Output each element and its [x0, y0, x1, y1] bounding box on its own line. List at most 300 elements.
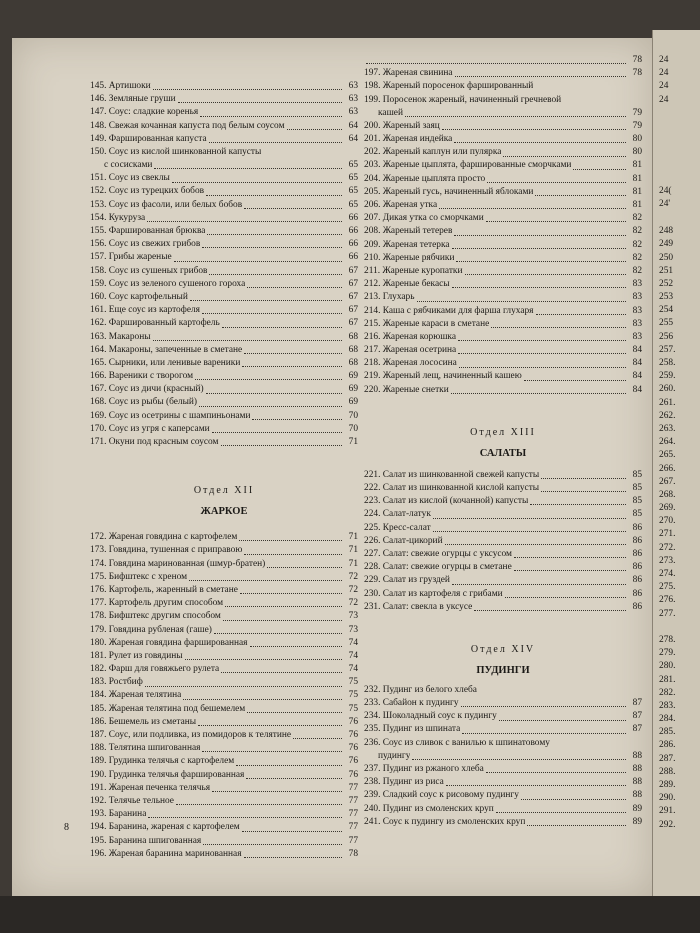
toc-entry-text: Жареный тетерев [382, 226, 453, 237]
dot-leader [287, 129, 342, 130]
toc-entry-text: Жареная свинина [382, 68, 453, 79]
toc-entry-text: Телятина шпигованная [108, 743, 201, 754]
toc-entry-title [90, 396, 197, 409]
toc-entry-page: 88 [632, 764, 642, 775]
toc-entry [90, 624, 358, 637]
toc-entry-number: 175. [90, 571, 107, 582]
toc-entry-page: 87 [632, 698, 642, 709]
toc-entry-number: 236. [364, 737, 381, 748]
toc-entry-number: 146. [90, 94, 107, 105]
toc-entry-title [90, 558, 265, 571]
toc-entry-title [90, 610, 221, 623]
toc-entry-text: Салат: свежие огурцы в сметане [382, 562, 512, 573]
toc-entry-title [364, 803, 494, 816]
toc-entry-title [90, 383, 204, 396]
next-page-entry-number: 289. [659, 780, 676, 790]
toc-entry-text: Фаршированная брюква [108, 226, 206, 237]
toc-entry-page: 65 [348, 186, 358, 197]
toc-entry-title [90, 146, 261, 159]
toc-entry-title [90, 597, 223, 610]
toc-entry-text: Жареная печенка телячья [108, 782, 211, 793]
toc-entry-text: Грудинка телячья фаршированная [108, 769, 245, 780]
toc-entry-title [364, 344, 456, 357]
toc-entry-title [364, 548, 512, 561]
section-title: ПУДИНГИ [476, 664, 530, 676]
toc-entry-page: 65 [348, 199, 358, 210]
toc-entry-title [90, 676, 143, 689]
dot-leader [541, 478, 626, 479]
toc-entry-text: Жареные куропатки [382, 265, 463, 276]
toc-entry-text: Жареная телятина [108, 690, 182, 701]
next-page-entry-number: 257. [659, 344, 676, 355]
toc-entry-page: 69 [348, 397, 358, 408]
toc-entry [364, 133, 642, 146]
section-label: Отдел XII [193, 485, 255, 497]
toc-entry [364, 697, 642, 710]
toc-entry-page: 76 [348, 756, 358, 767]
toc-entry-title [364, 173, 485, 186]
dot-leader [154, 168, 342, 169]
toc-entry-number: 204. [364, 173, 381, 184]
toc-entry-text: Жареная корюшка [382, 331, 457, 342]
dot-leader [153, 89, 342, 90]
dot-leader [247, 712, 342, 713]
toc-entry-title [90, 357, 240, 370]
toc-entry [90, 265, 358, 278]
toc-entry-title [364, 291, 415, 304]
toc-entry-text: Жареный поросенок фаршированный [382, 81, 534, 92]
toc-entry-text: Кресс-салат [382, 522, 431, 533]
toc-entry-title [90, 835, 201, 848]
toc-entry-page: 68 [348, 331, 358, 342]
toc-entry-text: Салат-латук [382, 509, 431, 520]
toc-entry-text: Жареная говядина с картофелем [108, 532, 238, 543]
toc-entry [90, 120, 358, 133]
toc-entry-number: 197. [364, 68, 381, 79]
toc-entry-page: 76 [348, 716, 358, 727]
toc-entry [364, 601, 642, 614]
toc-entry-text: Фаршированный картофель [108, 318, 220, 329]
dot-leader [199, 406, 342, 407]
toc-entry-number: 206. [364, 200, 381, 211]
toc-entry [90, 531, 358, 544]
dot-leader [212, 432, 342, 433]
dot-leader [412, 759, 626, 760]
toc-entry-number: 198. [364, 81, 381, 92]
toc-entry [364, 561, 642, 574]
toc-entry-number: 150. [90, 146, 107, 157]
toc-entry-number: 167. [90, 384, 107, 395]
next-page-entry-number: 280. [659, 661, 676, 672]
toc-entry-page: 68 [348, 344, 358, 355]
toc-entry-number: 152. [90, 186, 107, 197]
toc-entry-page: 81 [632, 173, 642, 184]
toc-entry-text: Сабайон к пудингу [382, 698, 459, 709]
next-page-entry-number: 287. [659, 753, 676, 764]
dot-leader [178, 102, 342, 103]
toc-entry-text: Баранина [108, 809, 147, 820]
dot-leader [458, 353, 626, 354]
dot-leader [148, 817, 342, 818]
toc-entry-title [90, 238, 200, 251]
toc-entry-title [364, 265, 463, 278]
toc-entry-title [90, 703, 245, 716]
toc-entry-title [364, 212, 484, 225]
dot-leader [446, 785, 626, 786]
toc-entry-title [90, 251, 172, 264]
toc-entry-page: 76 [348, 730, 358, 741]
toc-entry-text: Салат-цикорий [382, 535, 443, 546]
toc-entry-text: Салат из груздей [382, 575, 450, 586]
toc-entry-text: пудингу [378, 750, 411, 761]
toc-entry-text: Пудинг из ржаного хлеба [382, 764, 484, 775]
toc-entry [364, 482, 642, 495]
next-page-entry-number: 277. [659, 608, 676, 619]
toc-entry-title [364, 574, 450, 587]
toc-entry [364, 239, 642, 252]
toc-entry-title [90, 544, 242, 557]
toc-entry-number: 230. [364, 588, 381, 599]
toc-entry-page: 63 [348, 80, 358, 91]
dot-leader [202, 751, 342, 752]
toc-entry-title [90, 344, 242, 357]
toc-entry-title [90, 199, 242, 212]
toc-entry-page: 82 [632, 252, 642, 263]
dot-leader [461, 706, 626, 707]
top-page-ref: 78 [364, 54, 642, 67]
dot-leader [147, 221, 342, 222]
toc-entry-text: Говядина маринованная (шмур-братен) [108, 558, 266, 569]
toc-entry-page: 89 [632, 803, 642, 814]
toc-entry [90, 755, 358, 768]
dot-leader [190, 300, 342, 301]
dot-leader [185, 659, 342, 660]
toc-entry-text: Картофель другим способом [108, 598, 224, 609]
toc-entry-page: 83 [632, 318, 642, 329]
toc-entry-text: Жареная лососина [382, 358, 457, 369]
toc-entry-number: 174. [90, 558, 107, 569]
toc-entry-page: 85 [632, 483, 642, 494]
background-surface [0, 896, 700, 933]
toc-entry-page: 73 [348, 611, 358, 622]
toc-entry-text: Свежая кочанная капуста под белым соусом [108, 120, 285, 131]
toc-entry-page: 89 [632, 816, 642, 827]
next-page-entry-number: 283. [659, 700, 676, 711]
toc-entry-page: 86 [632, 548, 642, 559]
toc-entry [90, 703, 358, 716]
toc-entry-page: 86 [632, 522, 642, 533]
toc-entry-text: Салат: свежие огурцы с уксусом [382, 548, 512, 559]
toc-entry-page: 84 [632, 384, 642, 395]
toc-entry-text: Глухарь [382, 292, 415, 303]
toc-entry-page: 76 [348, 743, 358, 754]
toc-entry-text: Окуни под красным соусом [108, 437, 219, 448]
toc-entry-number: 158. [90, 265, 107, 276]
next-page-entry-number: 258. [659, 358, 676, 368]
toc-entry-number: 199. [364, 94, 381, 105]
section-label: Отдел XIV [470, 643, 536, 655]
dot-leader [499, 720, 626, 721]
toc-entry-text: Баранина, жареная с картофелем [108, 822, 240, 833]
toc-entry-number: 168. [90, 397, 107, 408]
toc-entry-page: 67 [348, 278, 358, 289]
toc-entry [90, 370, 358, 383]
toc-entry-page: 72 [348, 571, 358, 582]
dot-leader [207, 234, 342, 235]
toc-entry-number: 149. [90, 133, 107, 144]
next-page-entry-number: 254 [659, 305, 674, 316]
toc-entry-page: 63 [348, 107, 358, 118]
toc-entry-text: Соус из турецких бобов [108, 186, 205, 197]
next-page-entry-number: 291. [659, 806, 676, 817]
dot-leader [221, 672, 342, 673]
next-page-entry-number: 278. [659, 634, 676, 645]
toc-entry-number: 148. [90, 120, 107, 131]
toc-entry-text: Жареные караси в сметане [382, 318, 490, 329]
next-page-entry-number: 24' [659, 198, 671, 209]
toc-entry-page: 67 [348, 291, 358, 302]
toc-entry-title [90, 225, 205, 238]
left-column [90, 80, 358, 861]
dot-leader [225, 606, 342, 607]
toc-entry-text: Салат из картофеля с грибами [382, 588, 503, 599]
dot-leader [405, 116, 626, 117]
toc-entry-title [90, 584, 238, 597]
toc-entry-number: 166. [90, 371, 107, 382]
toc-entry-text: кашей [378, 107, 403, 118]
toc-entry [364, 305, 642, 318]
toc-entry-title [90, 808, 146, 821]
dot-leader [486, 772, 626, 773]
toc-entry-title [90, 423, 210, 436]
toc-entry-title [90, 769, 244, 782]
toc-entry-text: Пудинг из риса [382, 777, 444, 788]
dot-leader [236, 765, 342, 766]
toc-entry-text: Фарш для говяжьего рулета [108, 664, 220, 675]
dot-leader [455, 76, 626, 77]
dot-leader [293, 738, 342, 739]
toc-entry-page: 72 [348, 584, 358, 595]
toc-entry-title [90, 185, 204, 198]
toc-entry [364, 278, 642, 291]
toc-entry-title [364, 239, 450, 252]
dot-leader [153, 340, 342, 341]
toc-entry-number: 181. [90, 650, 107, 661]
toc-entry-number: 187. [90, 730, 107, 741]
next-page-entry-number: 24 [659, 55, 669, 65]
dot-leader [417, 301, 626, 302]
toc-entry [364, 186, 642, 199]
dot-leader [573, 169, 626, 170]
toc-entry-text: Соус из сушеных грибов [108, 265, 208, 276]
toc-entry [90, 610, 358, 623]
toc-entry-number: 211. [364, 265, 381, 276]
toc-entry-page: 66 [348, 226, 358, 237]
dot-leader [462, 733, 626, 734]
toc-entry-title [90, 370, 193, 383]
next-page-entry-number: 281. [659, 674, 676, 685]
toc-entry-title [90, 278, 245, 291]
next-page-entry-number: 273. [659, 555, 676, 566]
toc-entry-number: 156. [90, 239, 107, 250]
toc-entry-text: Салат из кислой (кочанной) капусты [382, 496, 529, 507]
toc-entry [90, 716, 358, 729]
toc-entry [90, 423, 358, 436]
toc-entry-page: 78 [348, 848, 358, 859]
toc-entry-text: Говядина рубленая (гаше) [108, 624, 212, 635]
dot-leader [206, 195, 342, 196]
toc-entry-title [90, 106, 198, 119]
toc-entry-page: 74 [348, 637, 358, 648]
toc-entry-number: 232. [364, 684, 381, 695]
toc-entry-page: 77 [348, 795, 358, 806]
toc-entry [90, 304, 358, 317]
toc-entry-text: Пудинг из белого хлеба [382, 684, 477, 695]
toc-entry-number: 188. [90, 743, 107, 754]
next-page-entry-number: 269. [659, 503, 676, 514]
toc-entry-number: 227. [364, 548, 381, 559]
toc-entry-page: 86 [632, 588, 642, 599]
toc-entry-number: 159. [90, 278, 107, 289]
toc-entry-number: 147. [90, 107, 107, 118]
toc-entry-text: Соус из сливок с ванилью к шпинатовому [382, 737, 550, 748]
toc-entry-text: Соус из рыбы (белый) [108, 397, 198, 408]
dot-leader [514, 557, 626, 558]
toc-entry [364, 212, 642, 225]
toc-entry-number: 189. [90, 756, 107, 767]
toc-entry [364, 548, 642, 561]
toc-entry [90, 251, 358, 264]
toc-entry [90, 410, 358, 423]
dot-leader [202, 247, 342, 248]
dot-leader [221, 445, 343, 446]
toc-entry-text: Жареная осетрина [382, 345, 457, 356]
toc-entry [364, 80, 642, 93]
toc-entry-text: Жареные снетки [382, 384, 449, 395]
toc-entry-title [90, 755, 234, 768]
toc-entry-text: Бешемель из сметаны [108, 716, 197, 727]
toc-entry-text: Бифштекс другим способом [108, 611, 221, 622]
toc-entry-page: 77 [348, 809, 358, 820]
toc-entry [90, 742, 358, 755]
next-page-entry-number: 266. [659, 463, 676, 474]
toc-entry [90, 80, 358, 93]
toc-entry-text: с сосисками [104, 160, 153, 171]
toc-entry-text: Пудинг из шпината [382, 724, 461, 735]
toc-entry [90, 782, 358, 795]
dot-leader [452, 248, 626, 249]
dot-leader [458, 340, 626, 341]
toc-entry-number: 225. [364, 522, 381, 533]
toc-entry-title [90, 317, 220, 330]
next-page-entry-number: 250 [659, 252, 674, 263]
toc-entry-title [364, 482, 539, 495]
toc-entry-number: 240. [364, 803, 381, 814]
toc-entry [90, 186, 358, 199]
toc-entry-text: Еще соус из картофеля [108, 305, 200, 316]
toc-entry-text: Фаршированная капуста [108, 133, 207, 144]
dot-leader [456, 261, 626, 262]
toc-entry [90, 544, 358, 557]
toc-entry-title [364, 495, 528, 508]
toc-entry-number: 205. [364, 186, 381, 197]
toc-entry [90, 146, 358, 159]
dot-leader [209, 274, 342, 275]
toc-entry-number: 154. [90, 212, 107, 223]
toc-entry [90, 848, 358, 861]
toc-entry-page: 86 [632, 575, 642, 586]
toc-entry-text: Жареная утка [382, 200, 438, 211]
toc-entry-page: 77 [348, 835, 358, 846]
toc-entry-title [90, 133, 207, 146]
dot-leader [454, 235, 626, 236]
next-page-edge [652, 30, 700, 910]
toc-entry-title [90, 291, 188, 304]
next-page-entry-number: 282. [659, 687, 676, 698]
toc-entry [364, 535, 642, 548]
dot-leader [527, 825, 626, 826]
dot-leader [223, 620, 342, 621]
dot-leader [505, 597, 626, 598]
toc-entry-title [90, 436, 219, 449]
toc-entry-page: 85 [632, 496, 642, 507]
toc-entry-number: 151. [90, 173, 107, 184]
toc-entry-title [364, 133, 452, 146]
toc-entry-title [90, 637, 248, 650]
dot-leader [459, 367, 626, 368]
toc-entry-text: Соус из кислой шинкованной капусты [108, 146, 262, 157]
toc-entry-number: 221. [364, 469, 381, 480]
right-column [364, 54, 642, 829]
toc-entry-title [364, 710, 497, 723]
toc-entry-title [90, 212, 145, 225]
toc-entry-number: 162. [90, 318, 107, 329]
toc-entry-text: Сырники, или ленивые вареники [108, 357, 241, 368]
toc-entry [364, 710, 642, 723]
toc-entry [364, 265, 642, 278]
toc-entry-page: 65 [348, 173, 358, 184]
toc-entry-number: 207. [364, 213, 381, 224]
toc-entry-title [364, 94, 561, 107]
toc-entry [364, 508, 642, 521]
toc-entry [90, 676, 358, 689]
toc-entry-page: 88 [632, 750, 642, 761]
next-page-entry-number: 265. [659, 450, 676, 461]
toc-entry-number: 234. [364, 711, 381, 722]
toc-entry-title [364, 331, 456, 344]
dot-leader [487, 182, 626, 183]
toc-entry [90, 808, 358, 821]
toc-entry-page: 70 [348, 410, 358, 421]
toc-entry [364, 816, 642, 829]
dot-leader [454, 142, 626, 143]
toc-entry-title [90, 821, 240, 834]
toc-entry [364, 776, 642, 789]
toc-entry [364, 724, 642, 737]
dot-leader [451, 393, 626, 394]
toc-entry-text: Соус из свеклы [108, 173, 170, 184]
toc-entry [90, 331, 358, 344]
toc-entry-page: 82 [632, 239, 642, 250]
toc-entry [90, 357, 358, 370]
toc-entry-text: Соус картофельный [108, 291, 188, 302]
dot-leader [222, 327, 342, 328]
toc-entry-title [364, 199, 437, 212]
toc-entry [90, 397, 358, 410]
toc-entry-page: 66 [348, 252, 358, 263]
section-entries-list [90, 531, 358, 861]
toc-entry-page: 86 [632, 562, 642, 573]
